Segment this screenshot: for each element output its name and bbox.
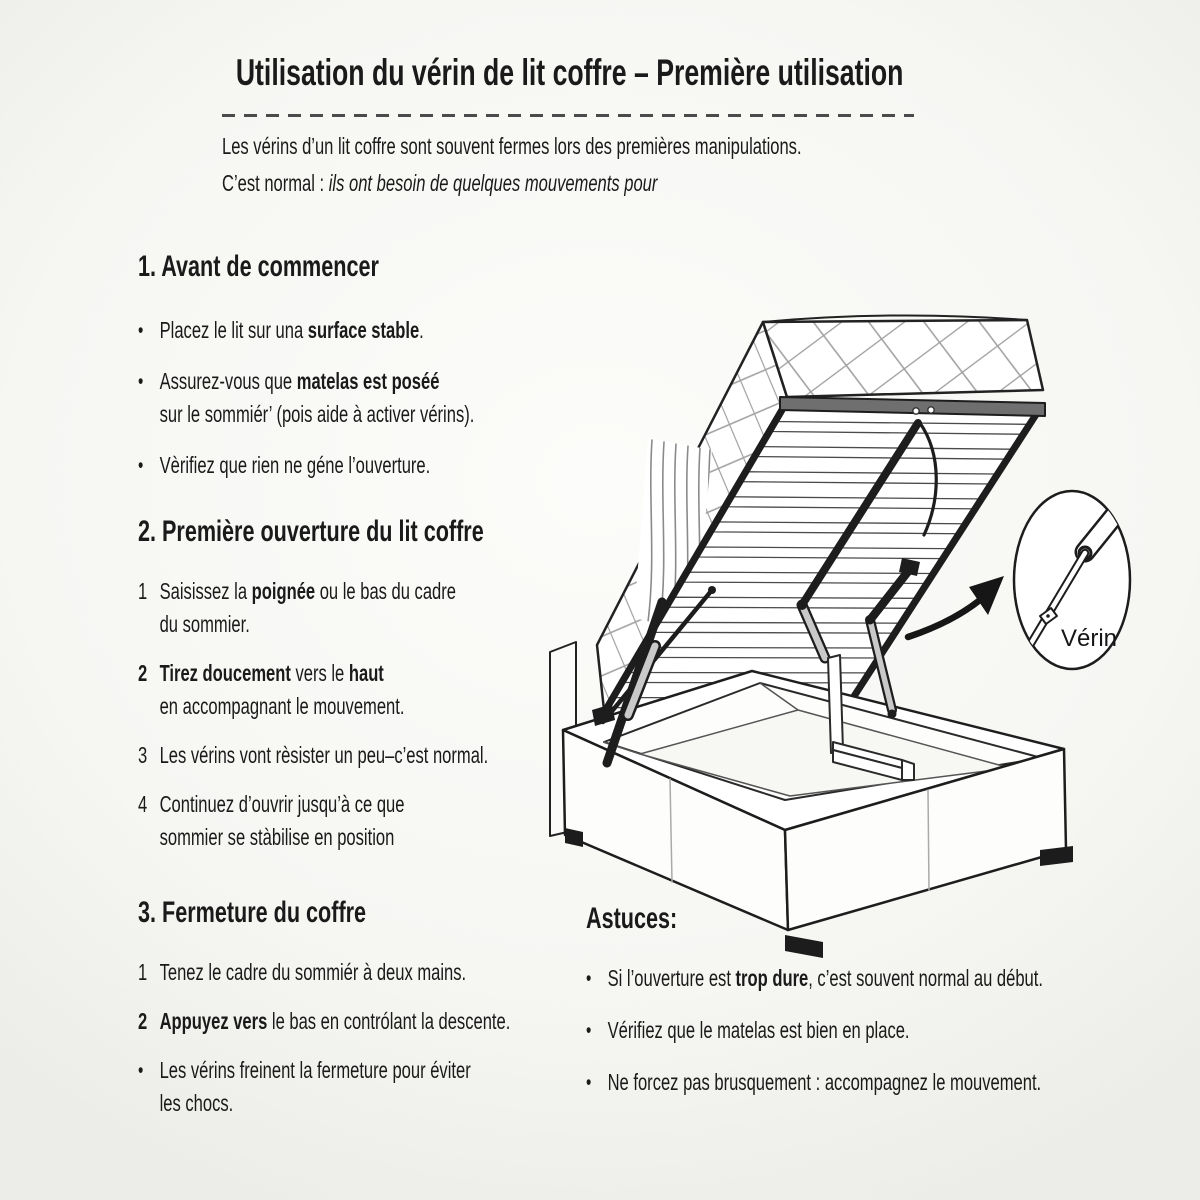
section-avant-de-commencer [138,250,605,500]
list-item [138,365,474,431]
bed-slat [772,421,1026,434]
list-marker: • [586,967,592,990]
bed-slat [654,622,898,633]
list-marker: 1 [138,959,148,985]
page-title-text: Utilisation du vérin de lit coffre – Première utilisation [236,52,904,93]
bed-slat [699,547,947,559]
dashed-divider [222,114,914,117]
section-heading: 3. Fermeture du coffre [138,896,367,929]
list-item-text: Continuez d’ouvrir jusqu’à ce que sommier se stàbilise en position [159,791,405,850]
list-item-text: Saisissez la poignée ou le bas du cadre du sommier. [159,578,456,637]
list-item-text: Tenez le cadre du sommiér à deux mains. [159,959,467,985]
list-item-text: Vèrifiez que rien ne géne l’ouverture. [159,452,431,478]
list-item-text: Appuyez vers le bas en contrólant la descente. [159,1008,511,1034]
astuces-heading: Astuces: [586,902,678,935]
section-heading: 2. Première ouverture du lit coffre [138,515,484,548]
list-item-text: Assurez-vous que matelas est poséé sur le sommiér’ (pois aide à activer vérins). [159,368,475,427]
page-title [0,52,1140,94]
list-marker: 1 [138,578,148,604]
list-marker: 3 [138,742,148,768]
numbered-list [138,956,510,1120]
bed-slat [728,497,978,509]
verin-label: Vérin [1060,625,1118,652]
intro-line-2 [222,165,802,202]
bed-slat [684,572,930,583]
list-item-text: Ne forcez pas brusquement : accompagnez le mouvement. [607,1069,1042,1095]
intro-line-2-lead: C’est normal : [222,170,329,196]
list-item-text: Vérifiez que le matelas est bien en place. [607,1017,910,1043]
intro-paragraph [222,128,1027,202]
list-marker: 2 [138,1008,148,1034]
list-item [586,1014,1043,1047]
bed-slat [640,647,882,658]
intro-line-2-italic: ils ont besoin de quelques mouvements pour [328,170,658,196]
mount-plate [828,655,843,753]
list-item [586,1066,1043,1099]
list-marker: • [138,370,144,393]
list-item-text: Les vérins vont rèsister un peu–c’est normal. [159,742,489,768]
list-item [138,1054,510,1120]
list-item [586,962,1043,995]
list-marker: • [138,1059,144,1082]
list-item [138,788,488,854]
list-item-text: Placez le lit sur una surface stable. [159,317,424,343]
section-heading: 1. Avant de commencer [138,250,379,283]
section-astuces [586,902,1200,1118]
verin-callout [1014,484,1140,669]
bullet-list [138,314,474,482]
list-item [138,657,488,723]
bed-slat [743,472,995,484]
list-marker: • [138,319,144,342]
list-item [138,575,488,641]
list-item [138,956,510,989]
bed-illustration [540,290,1160,960]
numbered-list [138,575,488,854]
bed-slat [758,447,1011,460]
list-item [138,449,474,482]
bullet-list [586,962,1043,1099]
list-item [138,314,474,347]
list-item [138,1005,510,1038]
list-item-text: Tirez doucement vers le haut en accompagnant le mouvement. [159,660,405,719]
section-premiere-ouverture [138,515,624,870]
list-marker: • [586,1019,592,1042]
section-fermeture [138,896,655,1136]
list-marker: 2 [138,660,148,686]
list-marker: • [586,1071,592,1094]
list-item-text: Si l’ouverture est trop dure, c’est souvent normal au début. [607,965,1043,991]
list-marker: • [138,454,144,477]
list-marker: 4 [138,791,148,817]
intro-line-1: Les vérins d’un lit coffre sont souvent fermes lors des premières manipulations. [222,133,802,159]
list-item [138,739,488,772]
list-item-text: Les vérins freinent la fermeture pour éviter les chocs. [159,1057,471,1116]
